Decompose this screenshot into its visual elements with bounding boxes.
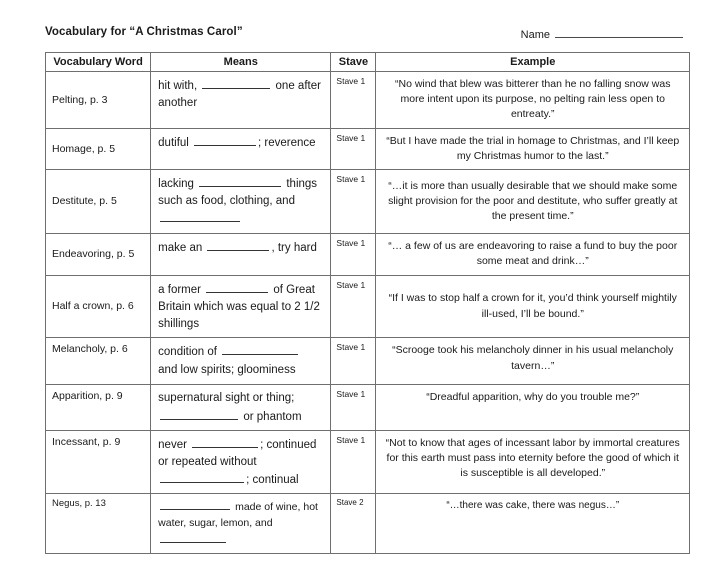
cell-example: “Scrooge took his melancholy dinner in his usual melancholy tavern…” [376, 338, 690, 385]
fill-in-blank[interactable] [192, 436, 258, 448]
cell-vocabulary-word: Half a crown, p. 6 [46, 275, 151, 338]
cell-stave: Stave 1 [331, 128, 376, 169]
cell-vocabulary-word: Melancholy, p. 6 [46, 338, 151, 385]
fill-in-blank[interactable] [160, 499, 230, 510]
cell-means[interactable]: made of wine, hot water, sugar, lemon, and [151, 494, 331, 553]
table-row [46, 170, 690, 234]
fill-in-blank[interactable] [199, 175, 281, 187]
fill-in-blank[interactable] [207, 239, 269, 251]
cell-means[interactable]: condition of and low spirits; gloominess [151, 338, 331, 385]
table-row [46, 385, 690, 430]
fill-in-blank[interactable] [202, 77, 270, 89]
table-header [46, 53, 690, 72]
fill-in-blank[interactable] [206, 281, 268, 293]
fill-in-blank[interactable] [160, 211, 240, 223]
cell-example: “…it is more than usually desirable that we should make some slight provision for the poor and destitute, who suffer greatly at the present time.” [376, 170, 690, 234]
column-header-example: Example [376, 53, 690, 72]
cell-means[interactable]: dutiful ; reverence [151, 128, 331, 169]
cell-vocabulary-word: Incessant, p. 9 [46, 430, 151, 494]
cell-means[interactable]: hit with, one after another [151, 72, 331, 129]
cell-example: “Dreadful apparition, why do you trouble me?” [376, 385, 690, 430]
worksheet-header [45, 26, 685, 48]
cell-stave: Stave 1 [331, 170, 376, 234]
cell-means[interactable]: a former of Great Britain which was equal to 2 1/2 shillings [151, 275, 331, 338]
column-header-stave: Stave [331, 53, 376, 72]
name-label: Name [520, 29, 550, 41]
cell-stave: Stave 1 [331, 72, 376, 129]
cell-means[interactable]: supernatural sight or thing; or phantom [151, 385, 331, 430]
table-row [46, 275, 690, 338]
cell-stave: Stave 1 [331, 338, 376, 385]
name-field-group [521, 26, 683, 41]
table-row [46, 338, 690, 385]
page-title: Vocabulary for “A Christmas Carol” [45, 26, 243, 38]
cell-vocabulary-word: Pelting, p. 3 [46, 72, 151, 129]
cell-stave: Stave 1 [331, 430, 376, 494]
cell-means[interactable]: lacking things such as food, clothing, and [151, 170, 331, 234]
name-input-line[interactable] [555, 26, 683, 38]
column-header-means: Means [151, 53, 331, 72]
cell-example: “…there was cake, there was negus…” [376, 494, 690, 553]
cell-vocabulary-word: Negus, p. 13 [46, 494, 151, 553]
table-body [46, 72, 690, 554]
cell-stave: Stave 1 [331, 233, 376, 275]
cell-means[interactable]: make an , try hard [151, 233, 331, 275]
column-header-vocabulary-word: Vocabulary Word [46, 53, 151, 72]
cell-means[interactable]: never ; continued or repeated without ; continual [151, 430, 331, 494]
table-row [46, 233, 690, 275]
vocabulary-table [45, 52, 690, 554]
table-row [46, 430, 690, 494]
cell-vocabulary-word: Endeavoring, p. 5 [46, 233, 151, 275]
cell-example: “But I have made the trial in homage to Christmas, and I’ll keep my Christmas humor to the last.” [376, 128, 690, 169]
fill-in-blank[interactable] [160, 408, 238, 420]
cell-example: “No wind that blew was bitterer than he no falling snow was more intent upon its purpose, no pelting rain less open to entreaty.” [376, 72, 690, 129]
cell-vocabulary-word: Apparition, p. 9 [46, 385, 151, 430]
fill-in-blank[interactable] [222, 343, 298, 355]
cell-example: “Not to know that ages of incessant labor by immortal creatures for this earth must pass into eternity before the good of which it is susceptible is all developed.” [376, 430, 690, 494]
cell-example: “If I was to stop half a crown for it, you’d think yourself mightily ill-used, I’ll be bound.” [376, 275, 690, 338]
fill-in-blank[interactable] [194, 134, 256, 146]
cell-stave: Stave 1 [331, 385, 376, 430]
table-row [46, 72, 690, 129]
table-row [46, 128, 690, 169]
fill-in-blank[interactable] [160, 532, 226, 543]
cell-example: “… a few of us are endeavoring to raise a fund to buy the poor some meat and drink…” [376, 233, 690, 275]
table-header-row [46, 53, 690, 72]
cell-stave: Stave 2 [331, 494, 376, 553]
cell-stave: Stave 1 [331, 275, 376, 338]
cell-vocabulary-word: Destitute, p. 5 [46, 170, 151, 234]
table-row [46, 494, 690, 553]
fill-in-blank[interactable] [160, 471, 244, 483]
cell-vocabulary-word: Homage, p. 5 [46, 128, 151, 169]
